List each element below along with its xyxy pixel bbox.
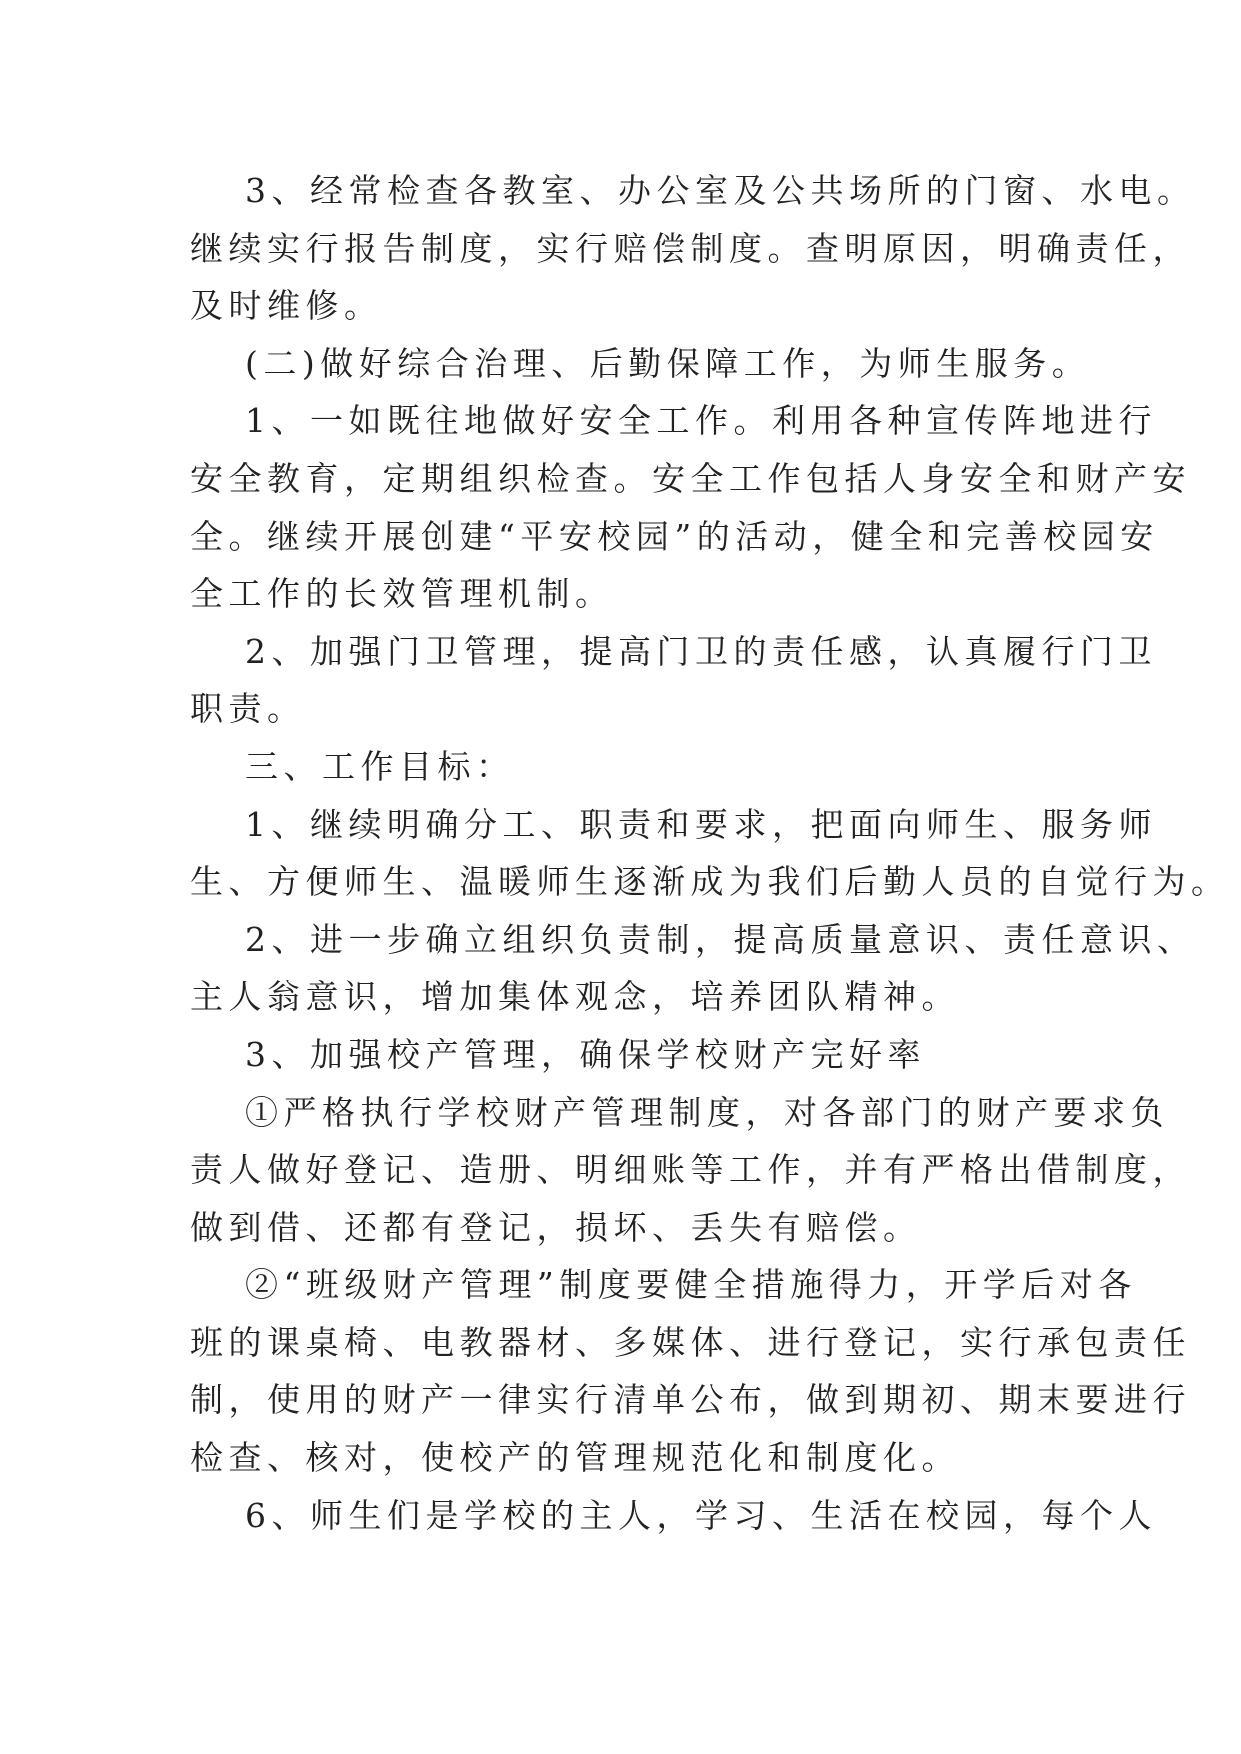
paragraph-line: 生、方便师生、温暖师生逐渐成为我们后勤人员的自觉行为。 [190, 862, 1230, 902]
paragraph-line: 安全教育，定期组织检查。安全工作包括人身安全和财产安 [190, 458, 1191, 498]
paragraph-line: (二)做好综合治理、后勤保障工作，为师生服务。 [245, 343, 1091, 383]
paragraph-line: 全工作的长效管理机制。 [190, 574, 614, 614]
paragraph-line: 6、师生们是学校的主人，学习、生活在校园，每个人 [245, 1495, 1157, 1535]
paragraph-line: 及时维修。 [190, 286, 383, 326]
paragraph-line: 2、进一步确立组织负责制，提高质量意识、责任意识、 [245, 919, 1196, 959]
paragraph-line: 2、加强门卫管理，提高门卫的责任感，认真履行门卫 [245, 631, 1157, 671]
paragraph-line: 制，使用的财产一律实行清单公布，做到期初、期末要进行 [190, 1380, 1191, 1420]
paragraph-line: 检查、核对，使校产的管理规范化和制度化。 [190, 1438, 960, 1478]
paragraph-line: 做到借、还都有登记，损坏、丢失有赔偿。 [190, 1207, 922, 1247]
paragraph-line: 职责。 [190, 689, 306, 729]
paragraph-line: 责人做好登记、造册、明细账等工作，并有严格出借制度， [190, 1150, 1191, 1190]
paragraph-line: ①严格执行学校财产管理制度，对各部门的财产要求负 [245, 1092, 1169, 1132]
paragraph-line: ②“班级财产管理”制度要健全措施得力，开学后对各 [245, 1265, 1137, 1305]
paragraph-line: 1、一如既往地做好安全工作。利用各种宣传阵地进行 [245, 401, 1157, 441]
document-body [190, 162, 1230, 1544]
paragraph-line: 3、经常检查各教室、办公室及公共场所的门窗、水电。 [245, 171, 1196, 210]
paragraph-line: 1、继续明确分工、职责和要求，把面向师生、服务师 [245, 804, 1157, 844]
section-heading: 三、工作目标： [245, 746, 515, 786]
paragraph-line: 主人翁意识，增加集体观念，培养团队精神。 [190, 977, 960, 1017]
paragraph-line: 继续实行报告制度，实行赔偿制度。查明原因，明确责任， [190, 228, 1191, 268]
paragraph-line: 全。继续开展创建“平安校园”的活动，健全和完善校园安 [190, 516, 1159, 556]
paragraph-line: 3、加强校产管理，确保学校财产完好率 [245, 1034, 926, 1074]
paragraph-line: 班的课桌椅、电教器材、多媒体、进行登记，实行承包责任 [190, 1322, 1191, 1362]
